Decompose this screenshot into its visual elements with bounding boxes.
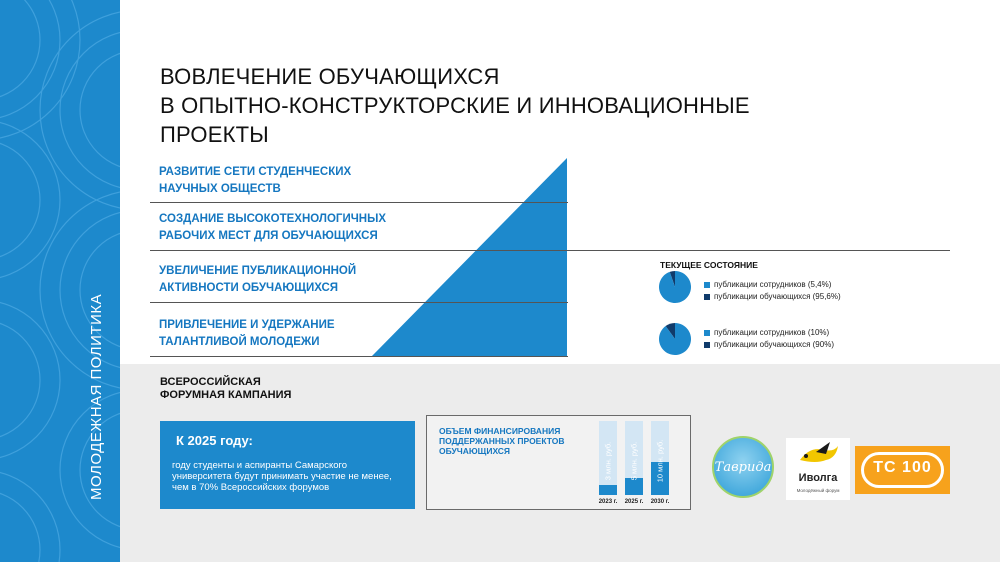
legend-label: публикации обучающихся (90%) (714, 340, 834, 349)
directions-block (150, 155, 570, 357)
ivolga-logo-text: Иволга (798, 472, 838, 484)
legend-2-row-1 (704, 327, 834, 339)
direction-2-line-1: СОЗДАНИЕ ВЫСОКОТЕХНОЛОГИЧНЫХ (159, 213, 387, 225)
funding-bar-2030 (651, 421, 669, 495)
direction-item-4 (159, 317, 335, 351)
funding-bar-label: 5 млн. руб. (629, 441, 639, 481)
legend-label: публикации сотрудников (5,4%) (714, 280, 832, 289)
funding-bar-label: 3 млн. руб. (603, 441, 613, 481)
goal-box (160, 421, 415, 509)
title-line-3: ПРОЕКТЫ (160, 122, 269, 147)
page-title (160, 62, 750, 149)
legend-swatch (704, 282, 710, 288)
legend-swatch (704, 294, 710, 300)
forum-title-line-1: ВСЕРОССИЙСКАЯ (160, 376, 261, 388)
direction-item-3 (159, 263, 356, 297)
ts100-logo (855, 446, 950, 494)
funding-bar-2025 (625, 421, 643, 495)
tavrida-logo-text: Таврида (714, 460, 772, 475)
funding-title-line-1: ОБЪЕМ ФИНАНСИРОВАНИЯ (439, 426, 561, 436)
title-line-2: В ОПЫТНО-КОНСТРУКТОРСКИЕ И ИННОВАЦИОННЫЕ (160, 93, 750, 118)
funding-box (426, 415, 691, 510)
tavrida-logo (712, 436, 774, 498)
funding-title (439, 426, 564, 456)
funding-year-2023: 2023 г. (598, 499, 618, 505)
forum-title (160, 376, 291, 402)
legend-1-row-1 (704, 279, 841, 291)
ivolga-logo-subtitle: Молодёжный форум (796, 488, 840, 493)
sidebar (0, 0, 120, 562)
blue-triangle (371, 158, 567, 357)
legend-label: публикации сотрудников (10%) (714, 328, 830, 337)
funding-year-2025: 2025 г. (624, 499, 644, 505)
direction-4-line-2: ТАЛАНТЛИВОЙ МОЛОДЕЖИ (159, 336, 320, 348)
goal-text: году студенты и аспиранты Самарского университета будут принимать участие не менее, чем в 70% Всероссийских форумов (172, 460, 392, 493)
pie-chart-1 (659, 271, 691, 303)
direction-item-2 (159, 211, 386, 245)
legend-1 (704, 279, 841, 303)
direction-3-line-2: АКТИВНОСТИ ОБУЧАЮЩИХСЯ (159, 282, 339, 294)
funding-bar-fill (599, 485, 617, 495)
pie-chart-2 (659, 323, 691, 355)
direction-item-1 (159, 164, 351, 198)
pie-1-slice-students (659, 271, 691, 303)
divider-1 (150, 202, 568, 203)
current-state-title: ТЕКУЩЕЕ СОСТОЯНИЕ (660, 260, 758, 270)
legend-swatch (704, 330, 710, 336)
funding-year-2030: 2030 г. (650, 499, 670, 505)
legend-2 (704, 327, 834, 351)
bird-icon (786, 440, 850, 472)
sidebar-label: МОЛОДЕЖНАЯ ПОЛИТИКА (88, 293, 105, 500)
funding-bar-fill (625, 478, 643, 495)
pie-2-slice-students (659, 323, 691, 355)
funding-bar-2023 (599, 421, 617, 495)
direction-1-line-2: НАУЧНЫХ ОБЩЕСТВ (159, 183, 281, 195)
divider-3 (150, 302, 568, 303)
direction-4-line-1: ПРИВЛЕЧЕНИЕ И УДЕРЖАНИЕ (159, 319, 335, 331)
funding-title-line-3: ОБУЧАЮЩИХСЯ (439, 446, 511, 456)
direction-1-line-1: РАЗВИТИЕ СЕТИ СТУДЕНЧЕСКИХ (159, 166, 352, 178)
legend-swatch (704, 342, 710, 348)
direction-2-line-2: РАБОЧИХ МЕСТ ДЛЯ ОБУЧАЮЩИХСЯ (159, 230, 378, 242)
funding-title-line-2: ПОДДЕРЖАННЫХ ПРОЕКТОВ (439, 436, 565, 446)
legend-1-row-2 (704, 291, 841, 303)
divider-4 (150, 356, 568, 357)
ivolga-logo (786, 438, 850, 500)
direction-3-line-1: УВЕЛИЧЕНИЕ ПУБЛИКАЦИОННОЙ (159, 265, 357, 277)
legend-label: публикации обучающихся (95,6%) (714, 292, 841, 301)
ts100-logo-text: ТС 100 (873, 459, 932, 476)
funding-bar-label: 10 млн. руб. (655, 439, 665, 483)
goal-heading: К 2025 году: (176, 433, 253, 448)
title-line-1: ВОВЛЕЧЕНИЕ ОБУЧАЮЩИХСЯ (160, 64, 500, 89)
forum-title-line-2: ФОРУМНАЯ КАМПАНИЯ (160, 389, 292, 401)
divider-2 (150, 250, 950, 251)
legend-2-row-2 (704, 339, 834, 351)
